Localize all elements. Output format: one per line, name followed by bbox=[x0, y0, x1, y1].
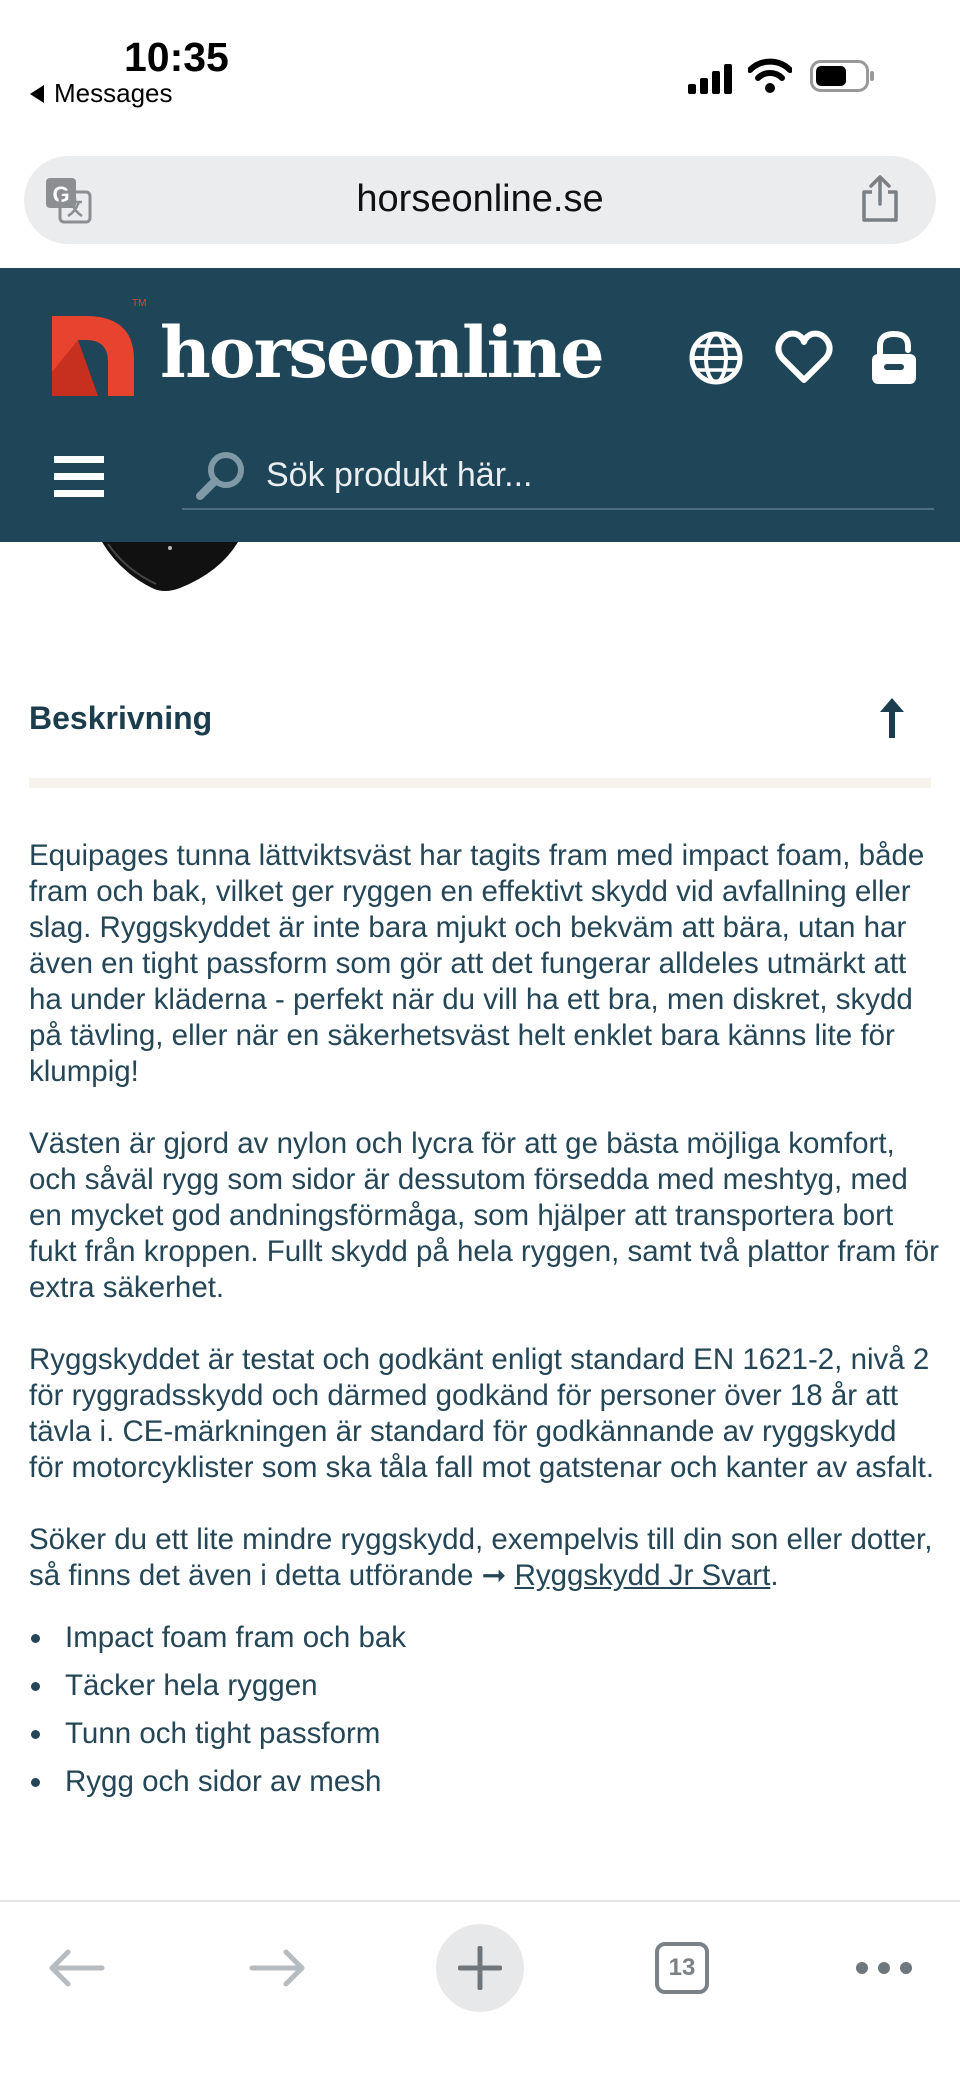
share-icon[interactable] bbox=[858, 174, 902, 224]
back-arrow-icon bbox=[46, 1948, 106, 1988]
url-text: horseonline.se bbox=[356, 178, 604, 220]
link-suffix: . bbox=[770, 1559, 779, 1592]
forward-button[interactable] bbox=[234, 1924, 322, 2012]
more-button[interactable] bbox=[840, 1924, 928, 2012]
search-input[interactable] bbox=[266, 452, 906, 498]
site-logo[interactable] bbox=[46, 292, 603, 402]
related-product-link[interactable]: Ryggskydd Jr Svart bbox=[514, 1559, 771, 1592]
new-tab-button[interactable] bbox=[436, 1924, 524, 2012]
description-accordion-header[interactable] bbox=[29, 690, 931, 750]
battery-icon bbox=[810, 60, 876, 92]
product-image bbox=[100, 542, 240, 594]
description-paragraph: Ryggskyddet är testat och godkänt enligt standard EN 1621-2, nivå 2 för ryggradsskydd och därmed godkänd för personer över 18 år att tävla i. CE-märkningen är standard för godkännande av ryggskydd för motorcyklister som ska tåla fall mot gatstenar och kanter av asfalt. bbox=[29, 1343, 935, 1484]
back-to-app-link[interactable] bbox=[30, 78, 173, 109]
feature-list bbox=[29, 1614, 939, 1806]
hamburger-menu-icon[interactable] bbox=[54, 454, 104, 500]
heart-icon[interactable] bbox=[774, 328, 834, 388]
address-bar[interactable] bbox=[24, 156, 936, 244]
feature-list-item: Tunn och tight passform bbox=[29, 1710, 939, 1758]
lock-icon[interactable] bbox=[864, 328, 924, 388]
globe-icon[interactable] bbox=[686, 328, 746, 388]
arrow-up-icon[interactable] bbox=[877, 696, 907, 740]
description-body bbox=[29, 838, 939, 1806]
back-app-label: Messages bbox=[54, 78, 173, 108]
description-title: Beskrivning bbox=[29, 700, 213, 736]
tabs-button[interactable] bbox=[638, 1924, 726, 2012]
horseonline-logo-mark-icon bbox=[46, 292, 146, 402]
site-header bbox=[0, 268, 960, 542]
back-button[interactable] bbox=[32, 1924, 120, 2012]
status-bar bbox=[0, 0, 960, 140]
plus-icon bbox=[458, 1946, 502, 1990]
browser-toolbar bbox=[0, 1900, 960, 2087]
status-time: 10:35 bbox=[124, 34, 229, 80]
wifi-icon bbox=[748, 58, 792, 94]
logo-text: horseonline bbox=[160, 310, 603, 394]
search-icon bbox=[194, 448, 248, 502]
forward-arrow-icon bbox=[248, 1948, 308, 1988]
description-paragraph: Equipages tunna lättviktsväst har tagits fram med impact foam, både fram och bak, vilket ger ryggen en effektivt skydd vid avfallning eller slag. Ryggskyddet är inte bara mjukt och bekväm att bära, utan har även en tight passform som gör att det fungerar alldeles utmärkt att ha under kläderna - perfekt när du vill ha ett bra, men diskret, skydd på tävling, eller när en säkerhetsväst helt enklet bara känns lite för klumpig! bbox=[29, 839, 925, 1088]
related-product-text: Söker du ett lite mindre ryggskydd, exempelvis till din son eller dotter, så finns det även i detta utförande ➞ bbox=[29, 1523, 933, 1592]
cellular-signal-icon bbox=[688, 64, 734, 94]
section-divider bbox=[29, 778, 931, 788]
feature-list-item: Täcker hela ryggen bbox=[29, 1662, 939, 1710]
description-paragraph: Västen är gjord av nylon och lycra för att ge bästa möjliga komfort, och såväl rygg som sidor är dessutom försedda med meshtyg, med en mycket god andningsförmåga, som hjälper att transportera bort fukt från kroppen. Fullt skydd på hela ryggen, samt två plattor fram för extra säkerhet. bbox=[29, 1127, 940, 1304]
search-bar[interactable] bbox=[182, 444, 934, 510]
feature-list-item: Rygg och sidor av mesh bbox=[29, 1758, 939, 1806]
back-triangle-icon bbox=[30, 85, 44, 103]
tabs-icon: 13 bbox=[655, 1942, 709, 1994]
svg-text:G: G bbox=[52, 182, 70, 207]
more-icon bbox=[854, 1960, 914, 1976]
feature-list-item: Impact foam fram och bak bbox=[29, 1614, 939, 1662]
description-paragraph bbox=[29, 1522, 939, 1594]
svg-text:TM: TM bbox=[132, 298, 146, 309]
